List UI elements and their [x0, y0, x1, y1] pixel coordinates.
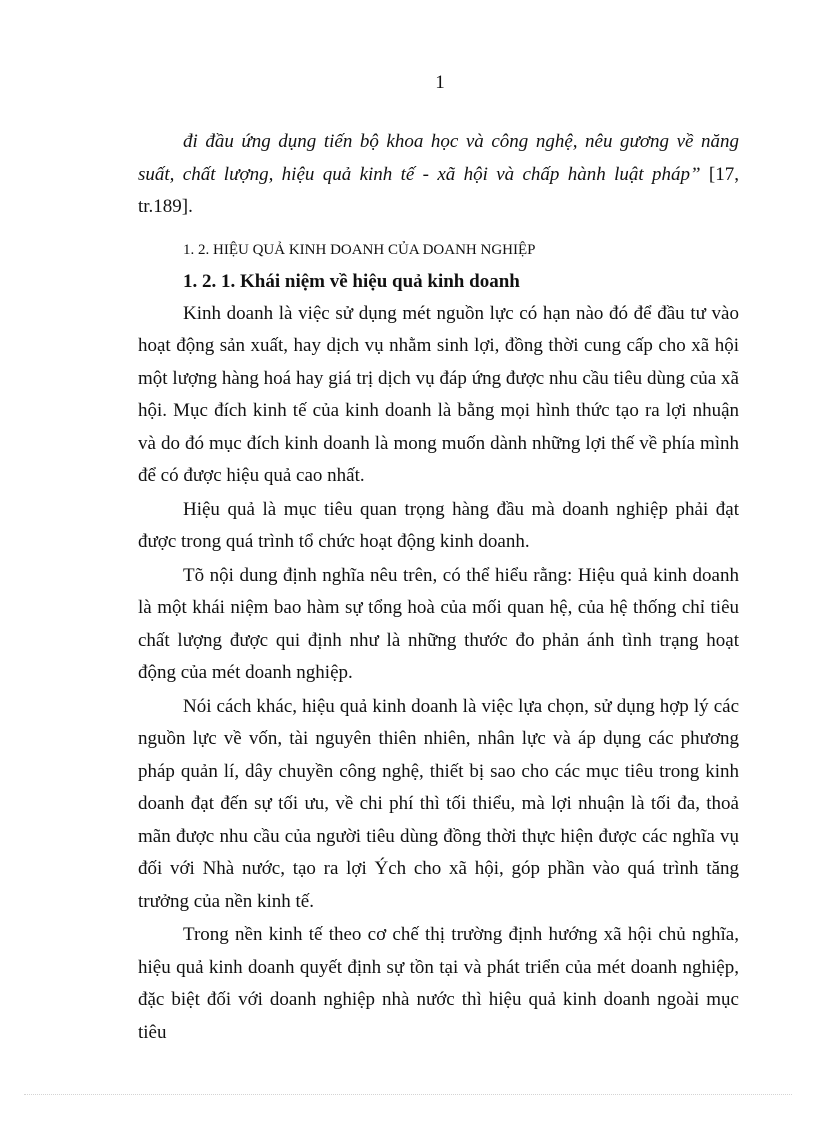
- body-paragraph: Trong nền kinh tế theo cơ chế thị trường định hướng xã hội chủ nghĩa, hiệu quả kinh doanh quyết định sự tồn tại và phát triển của mét doanh nghiệp, đặc biệt đối với doanh nghiệp nhà nước thì hiệu quả kinh doanh ngoài mục tiêu: [138, 924, 739, 1043]
- document-body: [138, 126, 739, 1050]
- subsection-heading: 1. 2. 1. Khái niệm về hiệu quả kinh doanh: [183, 270, 520, 292]
- quote-paragraph: [138, 126, 739, 224]
- section-heading: 1. 2. HIỆU QUẢ KINH DOANH CỦA DOANH NGHIỆP: [183, 241, 536, 258]
- quote-text: đi đầu ứng dụng tiến bộ khoa học và công nghệ, nêu gương về năng suất, chất lượng, hiệu quả kinh tế - xã hội và chấp hành luật pháp”: [138, 131, 739, 185]
- page-bottom-divider: [24, 1094, 792, 1095]
- body-paragraph: Tõ nội dung định nghĩa nêu trên, có thể hiểu rằng: Hiệu quả kinh doanh là một khái niệm bao hàm sự tổng hoà của mối quan hệ, của hệ thống chỉ tiêu chất lượng được qui định như là những thước đo phản ánh tình trạng hoạt động của mét doanh nghiệp.: [138, 564, 739, 683]
- body-paragraph: Nói cách khác, hiệu quả kinh doanh là việc lựa chọn, sử dụng hợp lý các nguồn lực về vốn, tài nguyên thiên nhiên, nhân lực và áp dụng các phương pháp quản lí, dây chuyền công nghệ, thiết bị sao cho các mục tiêu trong kinh doanh đạt đến sự tối ưu, về chi phí thì tối thiểu, mà lợi nhuận là tối đa, thoả mãn được nhu cầu của người tiêu dùng đồng thời thực hiện được các nghĩa vụ đối với Nhà nước, tạo ra lợi Ých cho xã hội, góp phần vào quá trình tăng trưởng của nền kinh tế.: [138, 695, 739, 912]
- citation: [17, tr.189].: [138, 163, 739, 217]
- page-number: 1: [435, 72, 445, 93]
- body-paragraph: Kinh doanh là việc sử dụng mét nguồn lực có hạn nào đó để đầu tư vào hoạt động sản xuất, hay dịch vụ nhằm sinh lợi, đồng thời cung cấp cho xã hội một lượng hàng hoá hay giá trị dịch vụ đáp ứng được nhu cầu tiêu dùng của xã hội. Mục đích kinh tế của kinh doanh là bằng mọi hình thức tạo ra lợi nhuận và do đó mục đích kinh doanh là mong muốn dành những lợi thế về phía mình để có được hiệu quả cao nhất.: [138, 302, 739, 486]
- body-paragraph: Hiệu quả là mục tiêu quan trọng hàng đầu mà doanh nghiệp phải đạt được trong quá trình tổ chức hoạt động kinh doanh.: [138, 498, 739, 552]
